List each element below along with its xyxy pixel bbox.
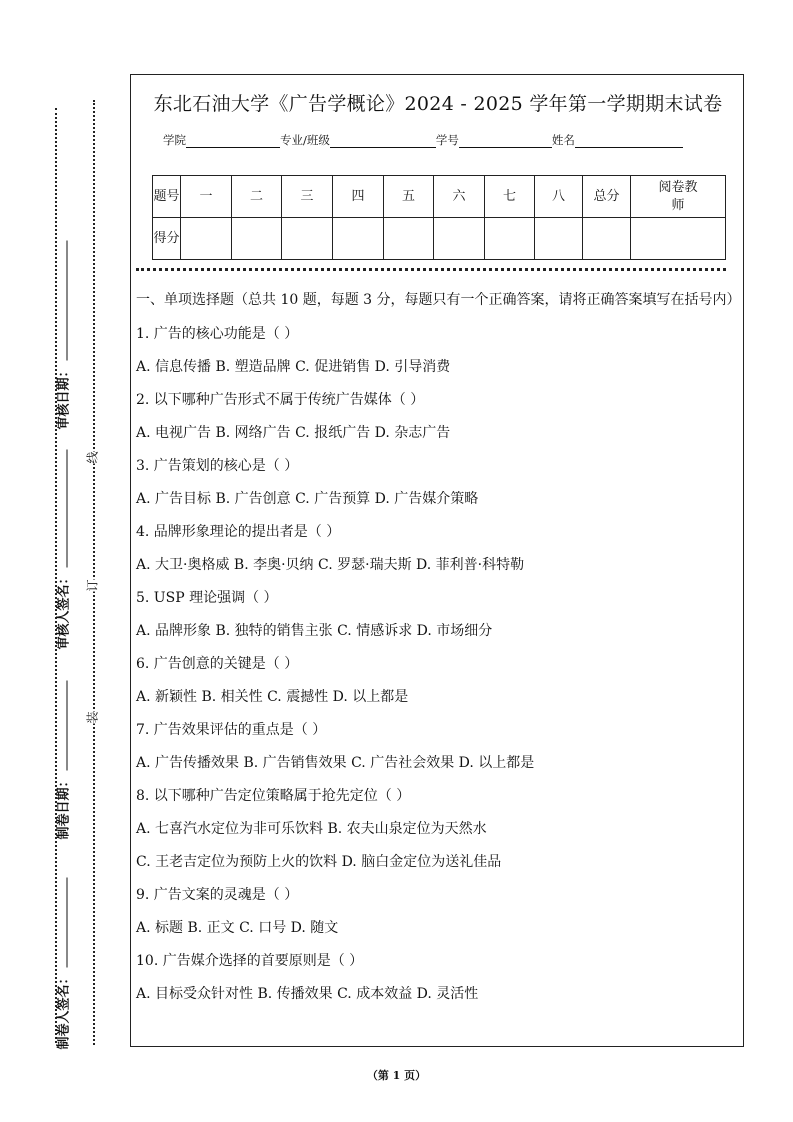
question-7-options: A. 广告传播效果 B. 广告销售效果 C. 广告社会效果 D. 以上都是 [136,755,535,771]
question-3: 3. 广告策划的核心是（ ） [136,458,299,474]
question-10-options: A. 目标受众针对性 B. 传播效果 C. 成本效益 D. 灵活性 [136,986,479,1002]
score-cell[interactable] [631,218,726,260]
section-single-choice [136,289,741,1011]
name-blank[interactable] [575,135,683,148]
question-8-options-cd: C. 王老吉定位为预防上火的饮料 D. 脑白金定位为送礼佳品 [136,854,502,870]
score-cell[interactable] [181,218,232,260]
question-3-options: A. 广告目标 B. 广告创意 C. 广告预算 D. 广告媒介策略 [136,491,479,507]
margin-marker-seal: 装 [82,711,103,723]
score-header-cell: 一 [181,176,232,218]
question-4: 4. 品牌形象理论的提出者是（ ） [136,524,341,540]
question-7: 7. 广告效果评估的重点是（ ） [136,722,327,738]
question-1: 1. 广告的核心功能是（ ） [136,326,299,342]
score-header-cell: 八 [535,176,583,218]
score-cell[interactable] [434,218,485,260]
question-2: 2. 以下哪种广告形式不属于传统广告媒体（ ） [136,392,425,408]
score-cell[interactable] [583,218,631,260]
college-label: 学院 [163,133,186,147]
reviewer-signature-blank [57,450,68,568]
score-row-label: 得分 [153,218,181,260]
page-number: （第 1 页） [366,1069,427,1082]
compiler-signature-label: 制卷人签名： [53,850,72,1050]
score-header-cell: 六 [434,176,485,218]
question-9-options: A. 标题 B. 正文 C. 口号 D. 随文 [136,920,339,936]
score-cell[interactable] [333,218,384,260]
question-8: 8. 以下哪种广告定位策略属于抢先定位（ ） [136,788,411,804]
score-header-cell: 总分 [583,176,631,218]
score-table-header-row [153,176,726,218]
score-header-cell: 七 [485,176,535,218]
student-id-label: 学号 [435,133,459,147]
student-info-row [163,132,683,148]
question-4-options: A. 大卫·奥格威 B. 李奥·贝纳 C. 罗瑟·瑞夫斯 D. 菲利普·科特勒 [136,557,525,573]
question-8-options-ab: A. 七喜汽水定位为非可乐饮料 B. 农夫山泉定位为天然水 [136,821,487,837]
question-9: 9. 广告文案的灵魂是（ ） [136,887,299,903]
score-cell[interactable] [535,218,583,260]
question-5: 5. USP 理论强调（ ） [136,590,278,606]
score-header-cell: 三 [282,176,333,218]
review-date-label: 审核日期： [53,230,72,430]
margin-marker-bind: 订 [82,579,103,591]
question-5-options: A. 品牌形象 B. 独特的销售主张 C. 情感诉求 D. 市场细分 [136,623,493,639]
section-heading: 一、单项选择题（总共 10 题，每题 3 分，每题只有一个正确答案，请将正确答案填写在括号内） [136,292,741,308]
compiler-signature-blank [57,877,68,967]
dotted-separator [136,268,726,271]
question-10: 10. 广告媒介选择的首要原则是（ ） [136,953,364,969]
score-header-cell: 题号 [153,176,181,218]
score-cell[interactable] [485,218,535,260]
question-2-options: A. 电视广告 B. 网络广告 C. 报纸广告 D. 杂志广告 [136,425,451,441]
student-id-blank[interactable] [459,135,552,148]
score-cell[interactable] [282,218,333,260]
exam-title: 东北石油大学《广告学概论》2024 - 2025 学年第一学期期末试卷 [153,93,723,115]
margin-dotted-line-inner [93,100,95,1045]
score-header-cell: 二 [232,176,282,218]
college-blank[interactable] [186,135,280,148]
score-header-cell: 四 [333,176,384,218]
reviewer-signature-label: 审核人签名： [53,450,72,650]
question-6: 6. 广告创意的关键是（ ） [136,656,299,672]
review-date-blank [57,240,68,360]
score-table-score-row [153,218,726,260]
score-header-cell: 五 [384,176,434,218]
margin-marker-line: 线 [82,451,103,463]
name-label: 姓名 [551,133,575,147]
score-cell[interactable] [232,218,282,260]
major-class-blank[interactable] [330,135,436,148]
score-header-cell: 阅卷教师 [631,176,726,218]
score-table [152,175,726,260]
major-class-label: 专业/班级 [280,133,330,147]
question-6-options: A. 新颖性 B. 相关性 C. 震撼性 D. 以上都是 [136,689,409,705]
exam-frame [130,74,744,1047]
compile-date-blank [57,680,68,770]
compile-date-label: 制卷日期： [53,640,72,840]
score-cell[interactable] [384,218,434,260]
question-1-options: A. 信息传播 B. 塑造品牌 C. 促进销售 D. 引导消费 [136,359,451,375]
